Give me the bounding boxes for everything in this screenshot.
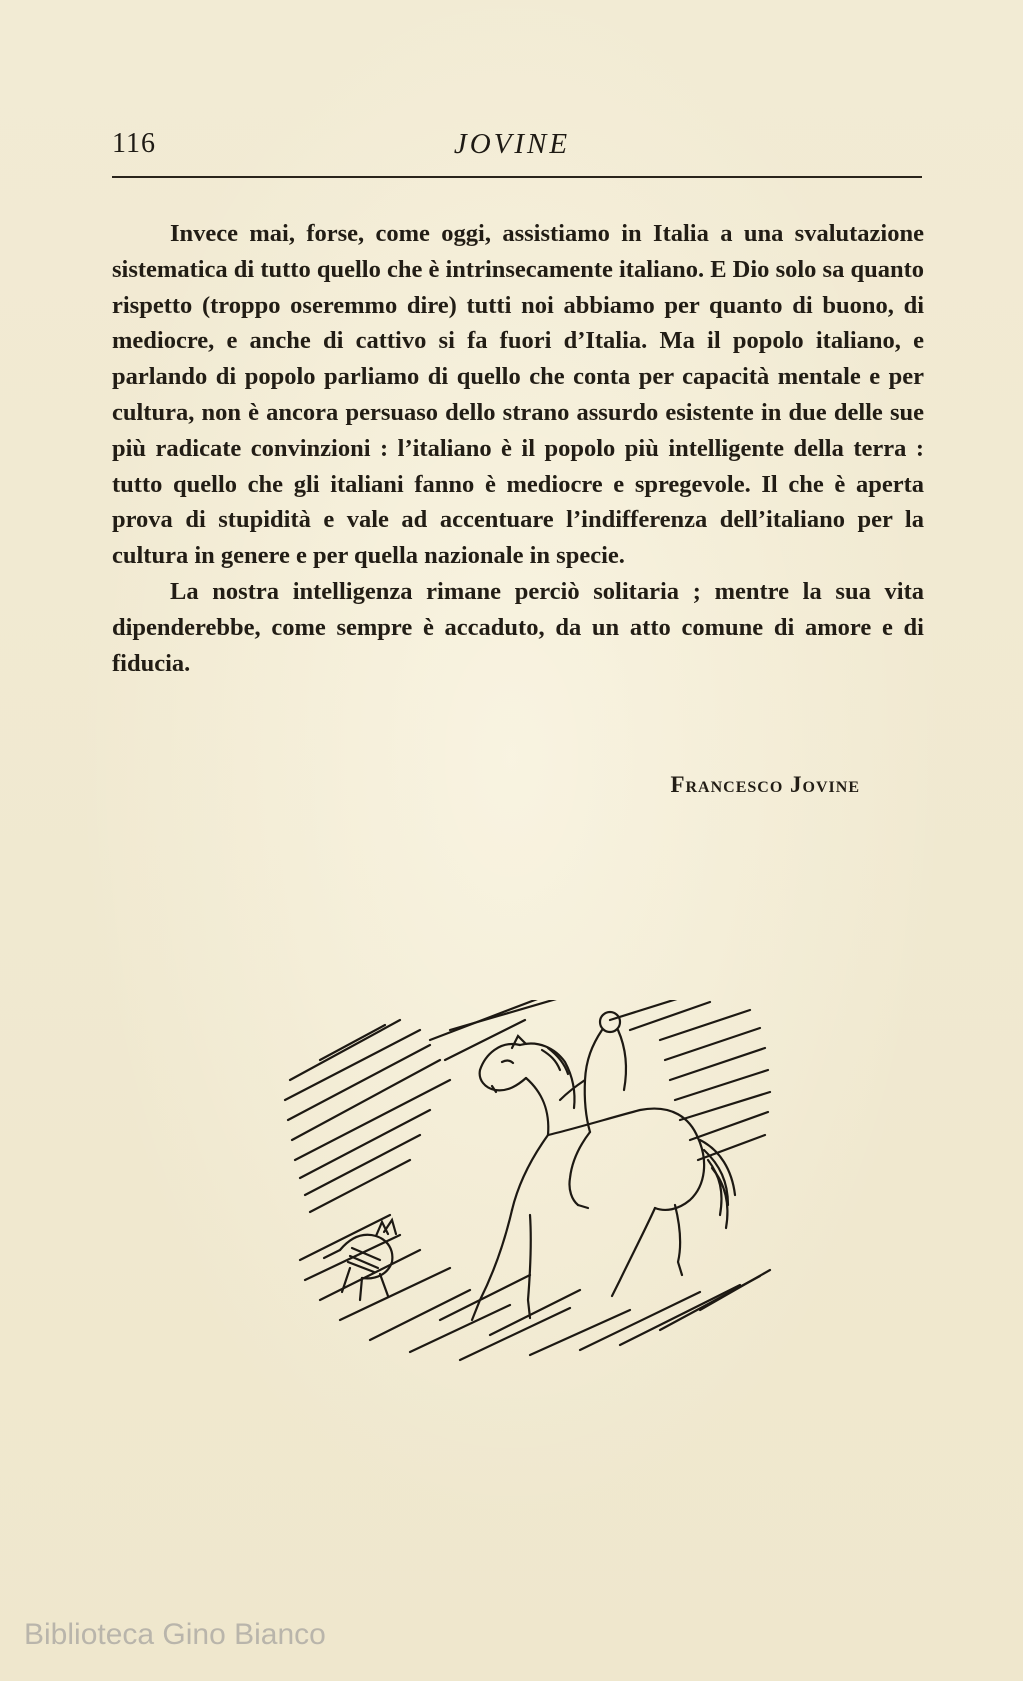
- body-text: [112, 216, 924, 681]
- running-head: JOVINE: [453, 128, 571, 160]
- header-rule: [112, 176, 922, 178]
- paragraph: La nostra intelligenza rimane perciò solitaria ; mentre la sua vita dipenderebbe, come sempre è accaduto, da un atto comune di amore e di fiducia.: [112, 577, 924, 677]
- watermark: Biblioteca Gino Bianco: [24, 1618, 326, 1651]
- paragraph: Invece mai, forse, come oggi, assistiamo in Italia a una svalutazione sistematica di tutto quello che è intrinsecamente italiano. E Dio solo sa quanto rispetto (troppo oseremmo dire) tutti noi abbiamo per quanto di buono, di mediocre, e anche di cattivo si fa fuori d’Italia. Ma il popolo italiano, e parlando di popolo parliamo di quello che conta per capacità mentale e per cultura, non è ancora persuaso dello strano assurdo esistente in due delle sue più radicate convinzioni : l’italiano è il popolo più intelligente della terra : tutto quello che gli italiani fanno è mediocre e spregevole. Il che è aperta prova di stupidità e vale ad accentuare l’indifferenza dell’italiano per la cultura in genere e per quella nazionale in specie.: [112, 220, 924, 570]
- page-number: 116: [112, 128, 156, 159]
- horse-rider-illustration: [280, 1000, 780, 1370]
- page-header: [112, 128, 922, 168]
- author-signature: Francesco Jovine: [670, 772, 860, 797]
